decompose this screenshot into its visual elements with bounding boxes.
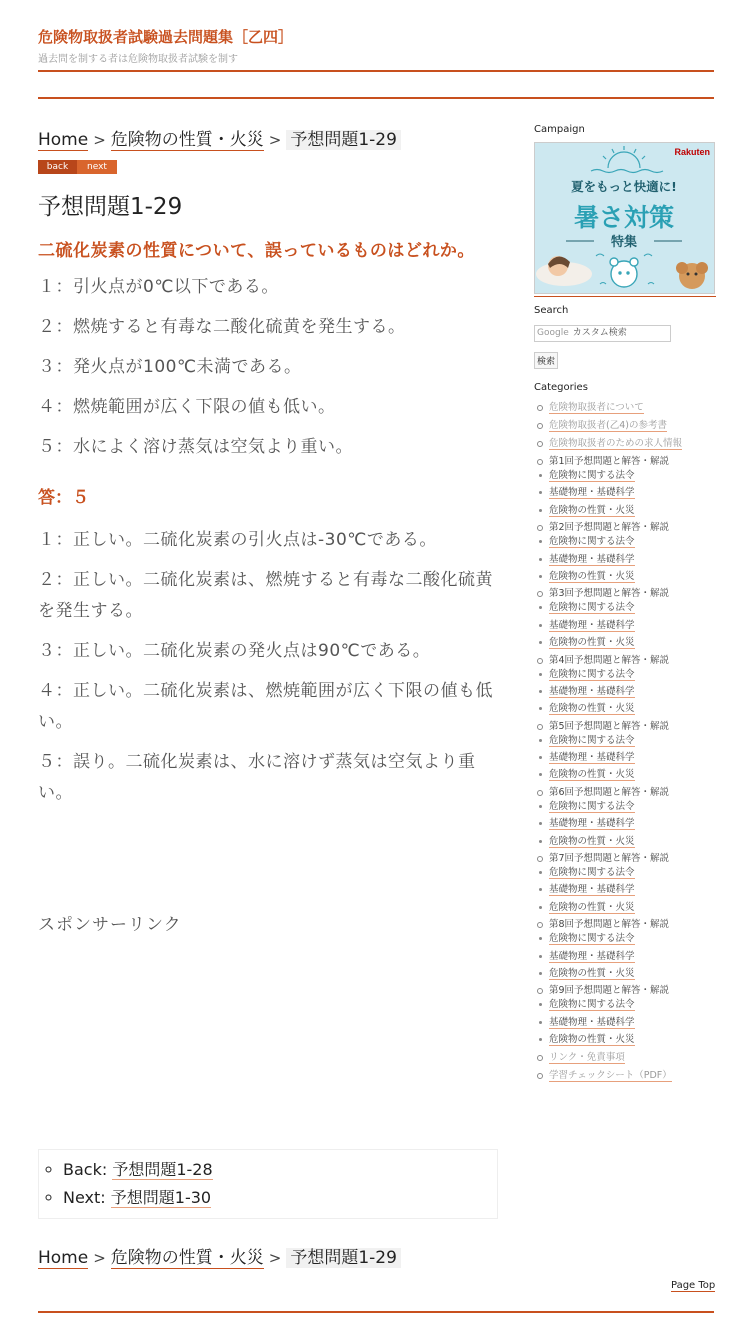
dot-bullet-icon [539,624,542,627]
search-placeholder: カスタム検索 [572,328,627,338]
circle-bullet-icon [537,525,543,531]
choice-item: ３：発火点が100℃未満である。 [38,357,302,377]
breadcrumb-bottom [38,1246,401,1270]
dot-bullet-icon [539,955,542,958]
category-group-label: 第7回予想問題と解答・解説 [549,853,670,865]
nav-divider [38,97,714,99]
category-link-label[interactable]: 危険物取扱者について [549,402,644,413]
category-link[interactable] [534,1069,716,1087]
dot-bullet-icon [539,906,542,909]
subcategory-link-label[interactable]: 危険物の性質・火災 [549,637,635,649]
subcategory-link-label[interactable]: 危険物に関する法令 [549,933,635,945]
dot-bullet-icon [539,1003,542,1006]
category-sublist [549,469,716,521]
circle-bullet-icon [537,459,543,465]
banner-line2: 暑さ対策 [573,203,675,232]
category-link-label[interactable]: 危険物取扱者のための求人情報 [549,438,683,449]
breadcrumb-separator: > [268,1249,282,1267]
dot-bullet-icon [539,641,542,644]
bear-illustration [610,258,638,287]
post-nav-back-link[interactable]: 予想問題1-28 [112,1160,213,1179]
breadcrumb-separator: > [93,1249,106,1267]
banner-brand: Rakuten [674,147,710,157]
subcategory-link-label[interactable]: 基礎物理・基礎科学 [549,487,635,499]
subcategory-link[interactable] [549,751,716,768]
subcategory-link-label[interactable]: 危険物に関する法令 [549,470,635,481]
dot-bullet-icon [539,888,542,891]
next-button[interactable]: next [77,160,117,174]
category-group-label: 第4回予想問題と解答・解説 [549,654,670,666]
breadcrumb-separator: > [93,131,106,149]
subcategory-link-label[interactable]: 危険物の性質・火災 [549,570,635,582]
breadcrumb-home-link[interactable]: Home [38,1248,89,1268]
category-group [534,984,716,1050]
subcategory-link[interactable] [549,800,716,817]
subcategory-link-label[interactable]: 基礎物理・基礎科学 [549,752,635,764]
categories-section [534,382,716,1087]
category-sublist [549,601,716,653]
post-nav-next-prefix: Next: [63,1188,106,1207]
choice-item: ４：燃焼範囲が広く下限の値も低い。 [38,397,336,417]
subcategory-link-label[interactable]: 危険物の性質・火災 [549,504,635,516]
dot-bullet-icon [539,1021,542,1024]
breadcrumb-category-link[interactable]: 危険物の性質・火災 [110,1248,264,1268]
category-group-label: 第1回予想問題と解答・解説 [549,456,670,467]
subcategory-link-label[interactable]: 危険物に関する法令 [549,734,635,746]
dot-bullet-icon [539,937,542,940]
category-group [534,654,716,720]
subcategory-link-label[interactable]: 危険物に関する法令 [549,602,635,614]
category-sublist [549,998,716,1050]
circle-bullet-icon [537,922,543,928]
subcategory-link-label[interactable]: 危険物の性質・火災 [549,769,635,781]
breadcrumb [38,128,498,152]
subcategory-link-label[interactable]: 基礎物理・基礎科学 [549,884,635,896]
subcategory-link[interactable] [549,1016,716,1033]
subcategory-link[interactable] [549,835,716,852]
category-group-label: 第9回予想問題と解答・解説 [549,985,670,997]
subcategory-link-label[interactable]: 基礎物理・基礎科学 [549,950,635,962]
dot-bullet-icon [539,1038,542,1041]
subcategory-link[interactable] [549,570,716,587]
header-divider [38,70,714,72]
subcategory-link[interactable] [549,504,716,521]
search-heading: Search [534,305,569,316]
sponsor-label: スポンサーリンク [38,915,182,935]
subcategory-link[interactable] [549,817,716,834]
subcategory-link-label[interactable]: 危険物に関する法令 [549,867,635,879]
subcategory-link[interactable] [549,535,716,552]
category-group [534,521,716,587]
subcategory-link[interactable] [549,950,716,967]
category-group-label: 第3回予想問題と解答・解説 [549,588,670,600]
category-link[interactable] [534,437,716,455]
subcategory-link-label[interactable]: 危険物に関する法令 [549,668,635,680]
circle-bullet-icon [537,988,543,994]
post-nav-next-link[interactable]: 予想問題1-30 [110,1188,212,1207]
circle-bullet-icon [537,856,543,862]
category-link[interactable] [534,401,716,419]
page-top-link[interactable]: Page Top [671,1280,716,1291]
subcategory-link[interactable] [549,1033,716,1050]
subcategory-link-label[interactable]: 基礎物理・基礎科学 [549,1016,635,1028]
choice-list [38,275,498,475]
categories-heading: Categories [534,382,588,393]
category-sublist [549,932,716,984]
dot-bullet-icon [539,575,542,578]
subcategory-link[interactable] [549,866,716,883]
subcategory-link[interactable] [549,685,716,702]
breadcrumb-category-link[interactable]: 危険物の性質・火災 [110,130,264,150]
dot-bullet-icon [539,673,542,676]
sidebar-divider [534,296,716,297]
category-group [534,720,716,786]
category-link-label[interactable]: 学習チェックシート（PDF） [549,1069,672,1081]
category-sublist [549,866,716,918]
category-group-label: 第2回予想問題と解答・解説 [549,522,670,534]
dot-bullet-icon [539,707,542,710]
category-group [534,918,716,984]
subcategory-link[interactable] [549,553,716,570]
dot-bullet-icon [539,773,542,776]
post-navigation [38,1149,498,1219]
subcategory-link[interactable] [549,469,716,486]
category-sublist [549,535,716,587]
subcategory-link[interactable] [549,967,716,984]
banner-line3: 特集 [610,235,638,250]
banner-line1: 夏をもっと快適に! [571,179,677,194]
category-list [534,401,716,1087]
subcategory-link[interactable] [549,734,716,751]
campaign-banner[interactable] [534,142,715,294]
subcategory-link[interactable] [549,768,716,785]
explanation-item: ２：正しい。二硫化炭素は、燃焼すると有毒な二酸化硫黄を発生する。 [38,570,493,621]
subcategory-link-label[interactable]: 基礎物理・基礎科学 [549,553,635,565]
explanation-list [38,525,498,809]
dot-bullet-icon [539,871,542,874]
explanation-item: ５：誤り。二硫化炭素は、水に溶けず蒸気は空気より重い。 [38,752,476,803]
subcategory-link-label[interactable]: 危険物の性質・火災 [549,967,635,979]
subcategory-link-label[interactable]: 基礎物理・基礎科学 [549,619,635,631]
dot-bullet-icon [539,840,542,843]
sidebar [534,124,716,1087]
breadcrumb-separator: > [268,131,282,149]
footer-divider [38,1311,714,1313]
dot-bullet-icon [539,756,542,759]
circle-bullet-icon [537,1055,543,1061]
subcategory-link[interactable] [549,601,716,618]
circle-bullet-icon [537,1073,543,1079]
subcategory-link[interactable] [549,668,716,685]
post-nav-back-prefix: Back: [63,1160,108,1179]
breadcrumb-current: 予想問題1-29 [286,1248,401,1268]
circle-bullet-icon [537,658,543,664]
subcategory-link[interactable] [549,883,716,900]
search-input[interactable] [534,325,671,342]
dot-bullet-icon [539,972,542,975]
circle-bullet-icon [537,405,543,411]
post-nav-back [63,1156,497,1184]
subcategory-link-label[interactable]: 危険物の性質・火災 [549,1034,635,1046]
dot-bullet-icon [539,474,542,477]
page-title: 予想問題1-29 [38,194,183,220]
category-sublist [549,800,716,852]
breadcrumb-home-link[interactable]: Home [38,130,89,150]
explanation-item: １：正しい。二硫化炭素の引火点は-30℃である。 [38,530,437,550]
dot-bullet-icon [539,606,542,609]
dot-bullet-icon [539,822,542,825]
dot-bullet-icon [539,805,542,808]
subcategory-link[interactable] [549,619,716,636]
circle-bullet-icon [537,591,543,597]
dot-bullet-icon [539,509,542,512]
subcategory-link-label[interactable]: 危険物の性質・火災 [549,835,635,847]
subcategory-link-label[interactable]: 危険物に関する法令 [549,536,635,548]
category-group [534,587,716,653]
dot-bullet-icon [539,690,542,693]
circle-bullet-icon [537,790,543,796]
category-group-label: 第5回予想問題と解答・解説 [549,720,670,732]
circle-bullet-icon [537,423,543,429]
explanation-item: ３：正しい。二硫化炭素の発火点は90℃である。 [38,641,431,661]
category-link[interactable] [534,1051,716,1069]
site-description: 過去問を制する者は危険物取扱者試験を制す [38,54,238,65]
subcategory-link[interactable] [549,486,716,503]
category-sublist [549,668,716,720]
choice-item: １：引火点が0℃以下である。 [38,277,279,297]
subcategory-link-label[interactable]: 基礎物理・基礎科学 [549,818,635,830]
subcategory-link[interactable] [549,636,716,653]
search-brand: Google [537,328,569,338]
category-link-label[interactable]: 危険物取扱者(乙4)の参考書 [549,420,667,431]
category-link-label[interactable]: リンク・免責事項 [549,1051,625,1063]
circle-bullet-icon [537,724,543,730]
subcategory-link-label[interactable]: 危険物に関する法令 [549,999,635,1011]
dot-bullet-icon [539,558,542,561]
subcategory-link[interactable] [549,932,716,949]
subcategory-link-label[interactable]: 危険物に関する法令 [549,800,635,812]
category-group [534,852,716,918]
category-sublist [549,734,716,786]
subcategory-link-label[interactable]: 基礎物理・基礎科学 [549,685,635,697]
subcategory-link[interactable] [549,702,716,719]
circle-bullet-icon [537,441,543,447]
category-group [534,455,716,521]
dot-bullet-icon [539,540,542,543]
choice-item: ２：燃焼すると有毒な二酸化硫黄を発生する。 [38,317,406,337]
subcategory-link[interactable] [549,998,716,1015]
choice-item: ５：水によく溶け蒸気は空気より重い。 [38,437,353,457]
dot-bullet-icon [539,739,542,742]
dot-bullet-icon [539,491,542,494]
campaign-heading: Campaign [534,124,585,135]
main-content [38,128,498,818]
category-group-label: 第8回予想問題と解答・解説 [549,919,670,931]
category-link[interactable] [534,419,716,437]
question-text: 二硫化炭素の性質について、誤っているものはどれか。 [38,241,475,261]
subcategory-link-label[interactable]: 危険物の性質・火災 [549,703,635,715]
subcategory-link[interactable] [549,901,716,918]
subcategory-link-label[interactable]: 危険物の性質・火災 [549,901,635,913]
explanation-item: ４：正しい。二硫化炭素は、燃焼範囲が広く下限の値も低い。 [38,681,493,732]
back-button[interactable]: back [38,160,77,174]
category-group [534,786,716,852]
pager-buttons [38,160,498,174]
answer-heading: 答：５ [38,488,89,508]
breadcrumb-current: 予想問題1-29 [286,130,401,150]
site-title[interactable]: 危険物取扱者試験過去問題集［乙四］ [38,28,294,46]
search-button[interactable]: 検索 [534,352,558,369]
category-group-label: 第6回予想問題と解答・解説 [549,786,670,798]
post-nav-next [63,1184,497,1212]
